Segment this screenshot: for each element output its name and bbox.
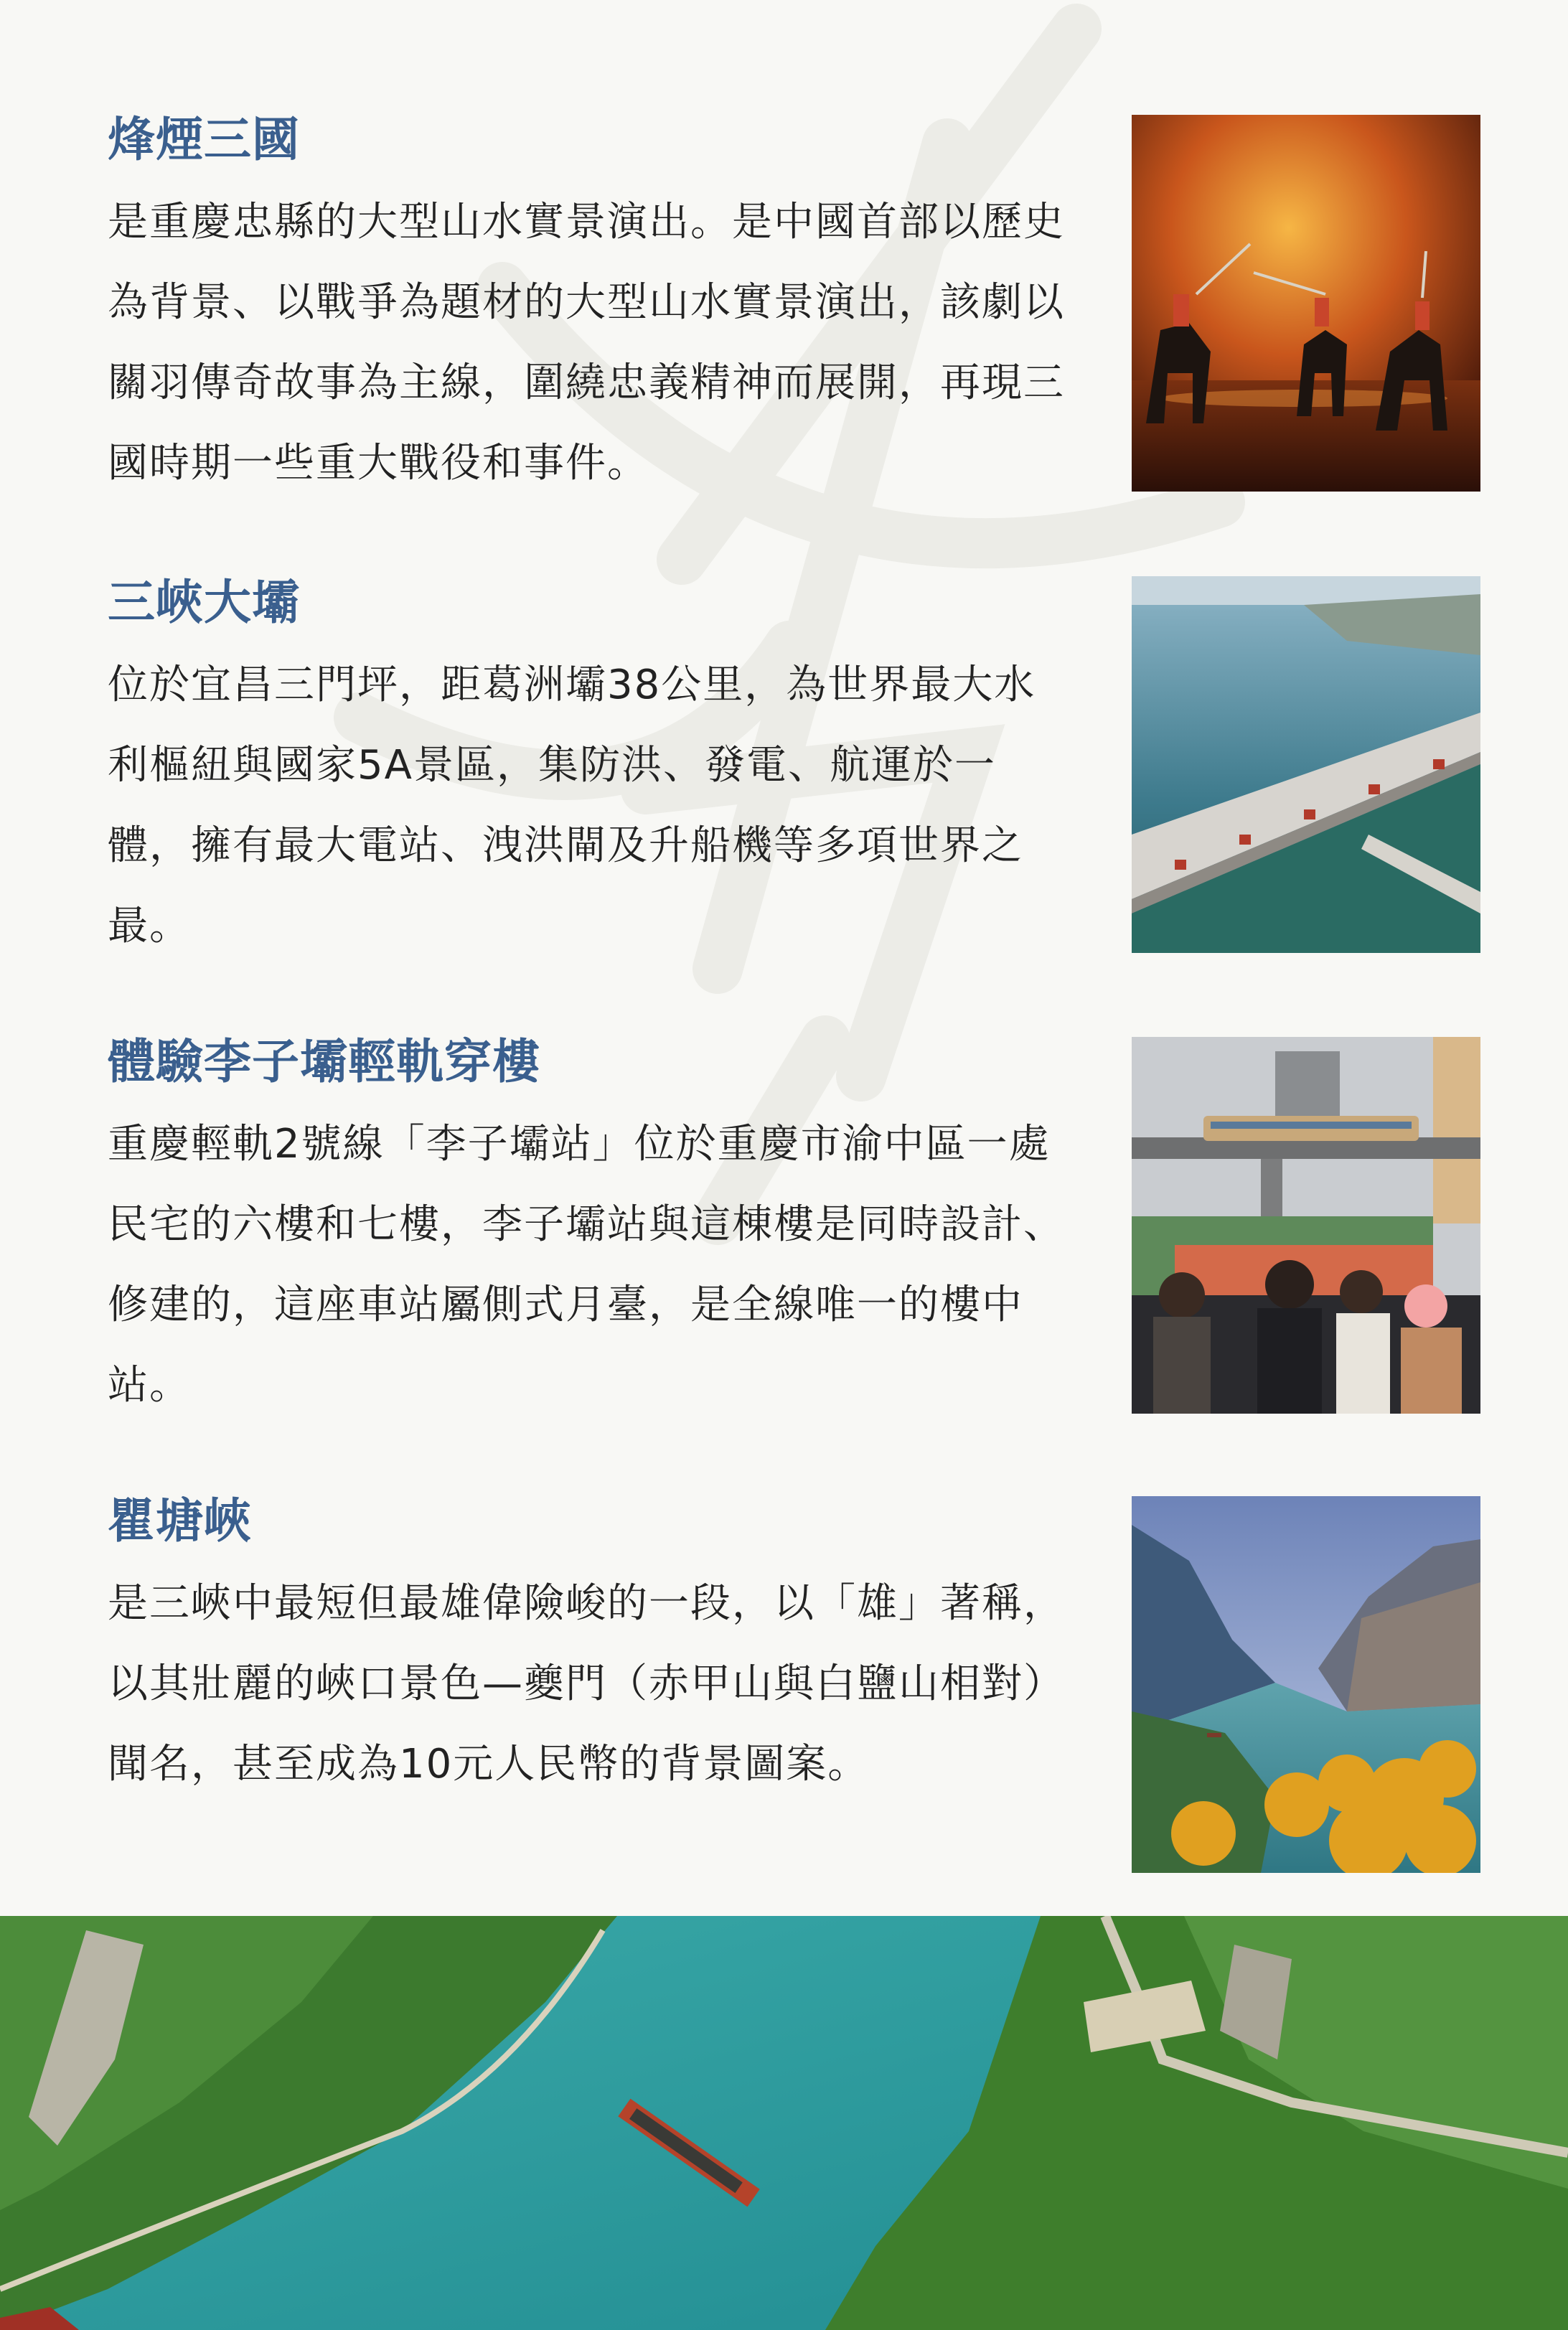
section-description: 是三峽中最短但最雄偉險峻的一段，以「雄」著稱，以其壯麗的峽口景色—夔門（赤甲山與白鹽山相對）聞名，甚至成為10元人民幣的背景圖案。 xyxy=(108,1580,1065,1788)
banner-river-gorge-aerial xyxy=(0,1916,1568,2330)
photo-liziba-station-tourists xyxy=(1132,1037,1480,1414)
section-description: 位於宜昌三門坪，距葛洲壩38公里，為世界最大水利樞紐與國家5A景區，集防洪、發電、航運於一體，擁有最大電站、洩洪閘及升船機等多項世界之最。 xyxy=(108,662,1036,949)
section-qutang-gorge xyxy=(108,1489,1069,1805)
section-title: 三峽大壩 xyxy=(108,575,300,630)
photo-fengyan-sanguo-performance xyxy=(1132,115,1480,492)
section-description: 重慶輕軌2號線「李子壩站」位於重慶市渝中區一處民宅的六樓和七樓，李子壩站與這棟樓是同時設計、修建的，這座車站屬側式月臺，是全線唯一的樓中站。 xyxy=(108,1121,1065,1409)
photo-qutang-gorge xyxy=(1132,1496,1480,1873)
section-title: 烽煙三國 xyxy=(108,112,300,167)
photo-three-gorges-dam xyxy=(1132,576,1480,953)
section-description: 是重慶忠縣的大型山水實景演出。是中國首部以歷史為背景、以戰爭為題材的大型山水實景演出，該劇以關羽傳奇故事為主線，圍繞忠義精神而展開，再現三國時期一些重大戰役和事件。 xyxy=(108,199,1065,487)
section-liziba-monorail xyxy=(108,1030,1069,1426)
section-fengyan-sanguo xyxy=(108,108,1069,504)
section-title: 體驗李子壩輕軌穿樓 xyxy=(108,1034,540,1089)
section-title: 瞿塘峽 xyxy=(108,1493,252,1549)
section-three-gorges-dam xyxy=(108,570,1069,967)
